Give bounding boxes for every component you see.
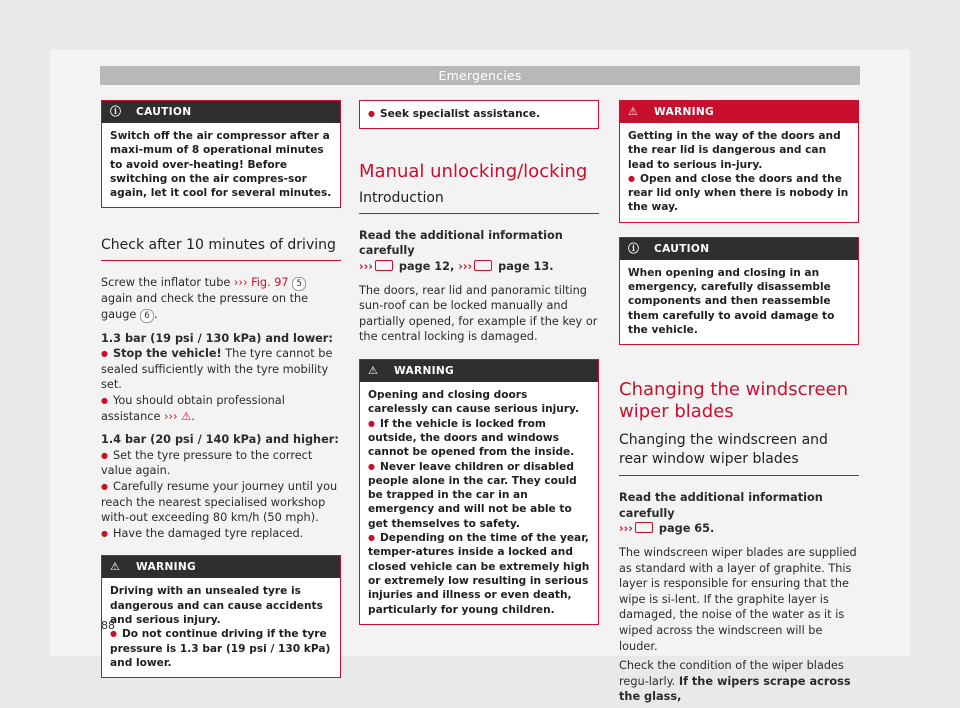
read-more-text: Read the additional information carefully	[619, 491, 823, 520]
intro-paragraph: Screw the inflator tube ››› Fig. 97 5 again and check the pressure on the gauge 6 .	[101, 276, 309, 321]
warning-text: Driving with an unsealed tyre is dangerous and can cause accidents and serious injury.	[110, 585, 323, 626]
page-ref[interactable]: page 13.	[498, 260, 554, 274]
warning-body	[620, 123, 858, 222]
warning-text: Opening and closing doors carelessly can cause serious injury.	[368, 389, 579, 416]
warning-icon: ⚠	[368, 363, 379, 377]
warning-bullet: ● Do not continue driving if the tyre pressure is 1.3 bar (19 psi / 130 kPa) and lower.	[110, 627, 332, 670]
intro-text-b: again and check the pressure on the gauge	[101, 292, 309, 321]
high-pressure-heading: 1.4 bar (20 psi / 140 kPa) and higher:	[101, 433, 339, 447]
column-3	[619, 100, 859, 705]
caution-label: CAUTION	[654, 242, 710, 255]
warning-header	[360, 360, 598, 382]
bullet-box-text: ● Seek specialist assistance.	[360, 101, 598, 128]
intro-text-a: Screw the inflator tube	[101, 276, 231, 290]
section-subheading: Changing the windscreen and rear window wiper blades	[619, 431, 859, 476]
warning-body	[360, 382, 598, 624]
bold-text: If the wipers scrape across the glass,	[619, 674, 851, 704]
caution-box	[101, 100, 341, 208]
warning-icon: ⚠	[628, 104, 639, 118]
warning-icon: ⚠	[110, 560, 121, 574]
read-more	[619, 490, 859, 537]
page-ref[interactable]: page 12,	[398, 260, 455, 274]
low-pressure-heading: 1.3 bar (19 psi / 130 kPa) and lower:	[101, 331, 333, 345]
warning-label: WARNING	[654, 105, 715, 118]
page-link-icon[interactable]: ›››	[458, 260, 494, 273]
list-item: ● Set the tyre pressure to the correct value again.	[101, 448, 341, 479]
caution-box	[619, 237, 859, 345]
list-text: You should obtain professional assistance	[101, 394, 285, 423]
caution-icon: ⓘ	[110, 104, 122, 118]
warning-ref-icon[interactable]: ››› ⚠	[164, 409, 192, 423]
body-paragraph	[619, 658, 859, 705]
caution-header	[102, 101, 340, 123]
section-title: Check after 10 minutes of driving	[101, 238, 341, 261]
list-item: ● You should obtain professional assistance ››› ⚠.	[101, 393, 341, 424]
column-2	[359, 100, 599, 625]
warning-bullet: ● Never leave children or disabled people alone in the car. They could be trapped in the car in an emergency and will not be able to get themselves to safety.	[368, 460, 590, 531]
section-subheading: Introduction	[359, 191, 599, 214]
warning-bullet: ● If the vehicle is locked from outside, the doors and windows cannot be opened from the inside.	[368, 417, 590, 460]
page-ref[interactable]: page 65.	[658, 522, 715, 536]
warning-bullet: ● Open and close the doors and the rear lid only when there is nobody in the way.	[628, 172, 850, 215]
warning-box	[101, 555, 341, 678]
bold-text: Stop the vehicle!	[112, 347, 222, 361]
warning-body	[102, 578, 340, 677]
warning-label: WARNING	[394, 364, 455, 377]
page-link-icon[interactable]: ›››	[619, 522, 655, 535]
warning-header	[102, 556, 340, 578]
warning-label: WARNING	[136, 561, 197, 574]
warning-bullet: ● Depending on the time of the year, temper-atures inside a locked and closed vehicle can be extremely high or extremely low resulting in serious injuries and illness or even death, particularly for young children.	[368, 531, 590, 617]
callout-number: 6	[140, 309, 154, 323]
list-item	[101, 346, 341, 393]
read-more-text: Read the additional information carefully	[359, 228, 563, 258]
list-item: ● Have the damaged tyre replaced.	[101, 526, 341, 542]
warning-box	[619, 100, 859, 223]
body-paragraph: The doors, rear lid and panoramic tilting sun-roof can be locked manually and partially opened, for example if the key or the central locking is damaged.	[359, 283, 598, 344]
body-text: Check the condition of the wiper blades regu-larly.	[619, 659, 844, 688]
caution-text: When opening and closing in an emergency, carefully disassemble components and then reassemble them carefully to avoid damage to the vehicle.	[628, 266, 835, 336]
caution-icon: ⓘ	[628, 241, 640, 255]
read-more	[359, 228, 599, 275]
list-item: ● Carefully resume your journey until you reach the nearest specialised workshop with-out exceeding 80 km/h (50 mph).	[101, 479, 341, 526]
figure-ref: Fig. 97	[251, 276, 289, 290]
body-paragraph: The windscreen wiper blades are supplied as standard with a layer of graphite. This layer is responsible for ensuring that the wipe is si-lent. If the graphite layer is damaged, the noise of the water as it is wiped across the windscreen will be louder.	[619, 546, 857, 653]
chapter-header: Emergencies	[100, 66, 860, 85]
warning-box	[359, 359, 599, 625]
caution-header	[620, 238, 858, 260]
list-text: The tyre cannot be sealed sufficiently with the tyre mobility set.	[101, 347, 333, 392]
bullet-box	[359, 100, 599, 129]
warning-header	[620, 101, 858, 123]
column-1	[101, 100, 341, 678]
section-heading: Manual unlocking/locking	[359, 161, 588, 183]
warning-text: Getting in the way of the doors and the rear lid is dangerous and can lead to serious in-jury.	[628, 130, 841, 171]
section-heading: Changing the windscreen wiper blades	[619, 379, 849, 423]
page-link-icon[interactable]: ›››	[359, 260, 395, 273]
callout-number: 5	[292, 277, 306, 291]
caution-text: Switch off the air compressor after a maxi-mum of 8 operational minutes to avoid over-heating! Before switching on the air compres-sor again, let it cool for several minutes.	[110, 130, 332, 200]
page-number: 88	[101, 619, 115, 632]
figure-link[interactable]: ››› Fig. 97	[233, 276, 289, 290]
caution-label: CAUTION	[136, 105, 192, 118]
